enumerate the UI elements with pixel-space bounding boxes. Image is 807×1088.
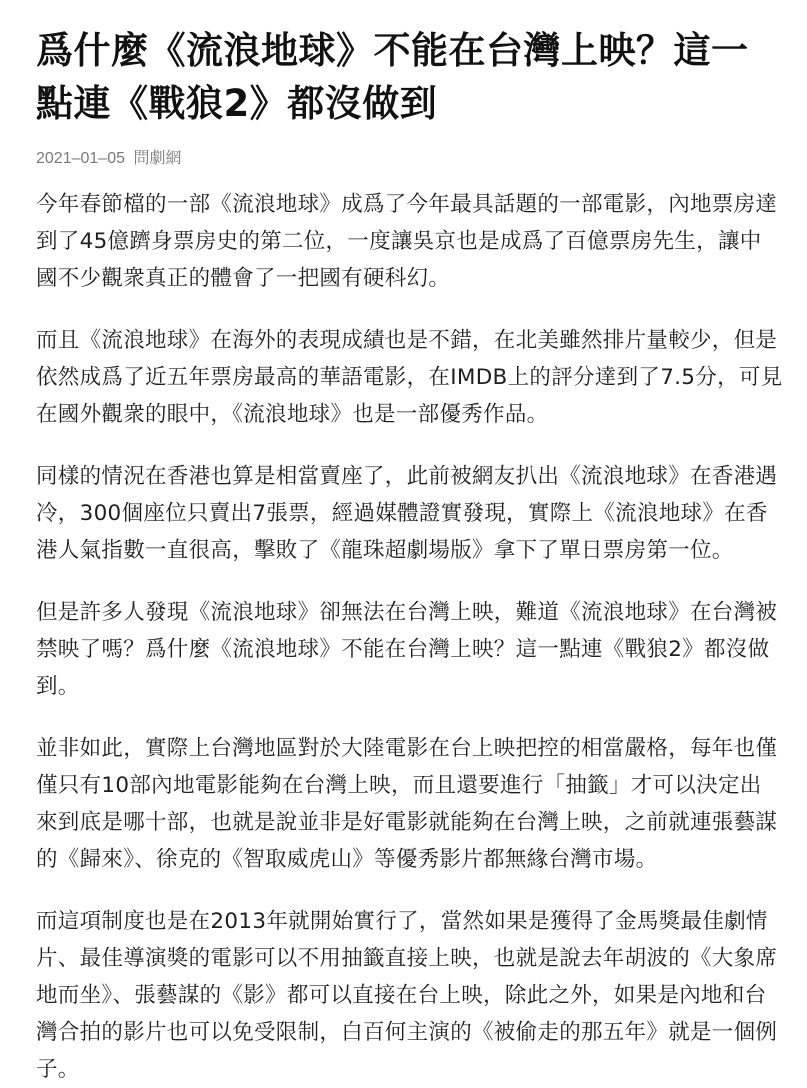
paragraph: 今年春節檔的一部《流浪地球》成爲了今年最具話題的一部電影，內地票房達到了45億躋身票房史的第二位，一度讓吳京也是成爲了百億票房先生，讓中國不少觀衆真正的體會了一把國有硬科幻。 bbox=[36, 192, 778, 291]
article-body bbox=[36, 186, 783, 1088]
article-meta bbox=[36, 148, 783, 170]
source-name: 問劇網 bbox=[133, 150, 182, 167]
paragraph: 但是許多人發現《流浪地球》卻無法在台灣上映，難道《流浪地球》在台灣被禁映了嗎？爲什麼《流浪地球》不能在台灣上映？這一點連《戰狼2》都沒做到。 bbox=[36, 600, 778, 699]
paragraph: 而且《流浪地球》在海外的表現成績也是不錯，在北美雖然排片量較少，但是依然成爲了近五年票房最高的華語電影，在IMDB上的評分達到了7.5分，可見在國外觀衆的眼中，《流浪地球》也是一部優秀作品。 bbox=[36, 328, 783, 427]
paragraph: 而這項制度也是在2013年就開始實行了，當然如果是獲得了金馬獎最佳劇情片、最佳導演獎的電影可以不用抽籤直接上映，也就是說去年胡波的《大象席地而坐》、張藝謀的《影》都可以直接在台上映，除此之外，如果是內地和台灣合拍的影片也可以免受限制，白百何主演的《被偷走的那五年》就是一個例子。 bbox=[36, 909, 778, 1082]
publish-date: 2021–01–05 bbox=[36, 150, 125, 167]
paragraph: 同樣的情況在香港也算是相當賣座了，此前被網友扒出《流浪地球》在香港遇冷，300個座位只賣出7張票，經過媒體證實發現，實際上《流浪地球》在香港人氣指數一直很高，擊敗了《龍珠超劇場版》拿下了單日票房第一位。 bbox=[36, 464, 778, 563]
paragraph: 並非如此，實際上台灣地區對於大陸電影在台上映把控的相當嚴格，每年也僅僅只有10部內地電影能夠在台灣上映，而且還要進行「抽籤」才可以決定出來到底是哪十部，也就是說並非是好電影就能夠在台灣上映，之前就連張藝謀的《歸來》、徐克的《智取威虎山》等優秀影片都無緣台灣市場。 bbox=[36, 736, 778, 872]
article-title: 爲什麼《流浪地球》不能在台灣上映？這一點連《戰狼2》都沒做到 bbox=[36, 29, 749, 125]
